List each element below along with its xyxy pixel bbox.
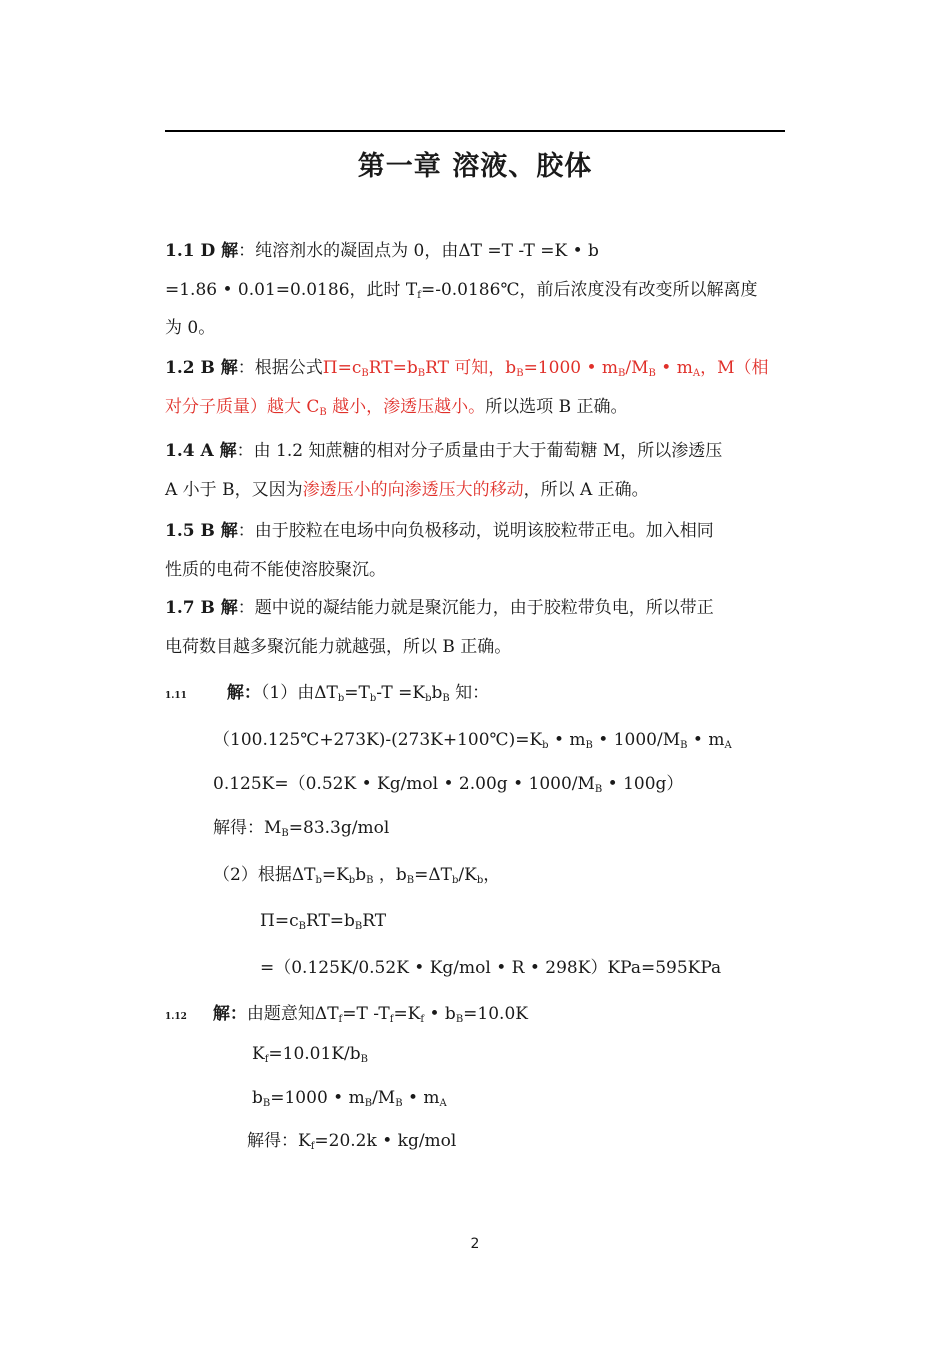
q1-2-highlight: 对分子质量）越大 $C_B$ 越小，渗透压越小。 [165,397,486,418]
osmotic-formula: $\Pi=c_BRT=b_BRT$ 可知，$b_B=1000$ • $m_B/M_B$ • $m_A$，M（相 [322,358,769,379]
q1-1-line-2: =1.86 • 0.01=0.0186，此时 $T_f=-0.0186℃$，前后浓度没有改变所以解离度 [165,280,758,301]
q1-4-label: 1.4 A 解 [165,441,237,461]
q1-2-label: 1.2 B 解 [165,358,238,378]
q1-2-line-2: 对分子质量）越大 $C_B$ 越小，渗透压越小。所以选项 B 正确。 [165,397,628,418]
q1-11-line-1: 1.11 解：（1）由$\Delta T_b=T_b-T =K_bb_B$ 知： [165,683,490,704]
q1-12-label: 解： [212,1004,247,1024]
q1-1-label: 1.1 D 解 [165,241,239,261]
q1-4-line-2: A 小于 B，又因为渗透压小的向渗透压大的移动，所以 A 正确。 [165,480,649,500]
q1-11-line-4: 解得：$M_B=83.3g$/mol [213,818,390,839]
q1-12-line-4: 解得：$K_f=20.2k$ • kg/mol [247,1131,457,1152]
header-rule [165,130,785,132]
q1-4-highlight: 渗透压小的向渗透压大的移动 [302,480,524,500]
q1-7-line-1: 1.7 B 解：题中说的凝结能力就是聚沉能力，由于胶粒带负电，所以带正 [165,598,714,618]
q1-11-label: 解： [226,683,261,703]
q1-11-line-2: $(100.125℃+273K)-(273K+100℃)=K_b$ • $m_B$ • $1000/M_B$ • $m_A$ [213,730,732,751]
q1-11-line-3: 0.125K=（0.52K • Kg/mol • 2.00g • $1000/M_B$ • 100g） [213,774,684,795]
q1-5-line-2: 性质的电荷不能使溶胶聚沉。 [165,560,386,580]
q1-12-line-3: $b_B=1000$ • $m_B/M_B$ • $m_A$ [252,1088,447,1109]
q1-1-line-3: 为 0。 [165,318,216,338]
q1-2-line-1: 1.2 B 解：根据公式$\Pi=c_BRT=b_BRT$ 可知，$b_B=1000$ • $m_B/M_B$ • $m_A$，M（相 [165,358,769,379]
q1-11-line-5: （2）根据$\Delta T_b=K_bb_B$ ，$b_B=\Delta T_b/K_b$， [213,865,501,886]
q1-7-label: 1.7 B 解 [165,598,238,618]
page-number: 2 [470,1236,480,1252]
q1-4-line-1: 1.4 A 解：由 1.2 知蔗糖的相对分子质量由于大于葡萄糖 M，所以渗透压 [165,441,723,461]
q1-11-line-6: $\Pi=c_BRT=b_BRT$ [260,911,387,932]
q1-1-line-1: 1.1 D 解：纯溶剂水的凝固点为 0，由ΔT =T -T =K • b [165,241,599,261]
q1-7-line-2: 电荷数目越多聚沉能力就越强，所以 B 正确。 [165,637,512,657]
q1-5-line-1: 1.5 B 解：由于胶粒在电场中向负极移动，说明该胶粒带正电。加入相同 [165,521,714,541]
q1-11-line-7: =（0.125K/0.52K • Kg/mol • R • 298K）KPa=595KPa [260,958,722,978]
q1-5-label: 1.5 B 解 [165,521,238,541]
q1-12-line-2: $K_f=10.01K/b_B$ [252,1044,368,1065]
q1-12-number: 1.12 [165,1012,187,1022]
q1-11-number: 1.11 [165,691,187,701]
chapter-title: 第一章 溶液、胶体 [357,151,593,182]
q1-12-line-1: 1.12 解：由题意知$\Delta T_f=T$ $-T_f=K_f$ • $b_B=10.0K$ [165,1004,528,1025]
